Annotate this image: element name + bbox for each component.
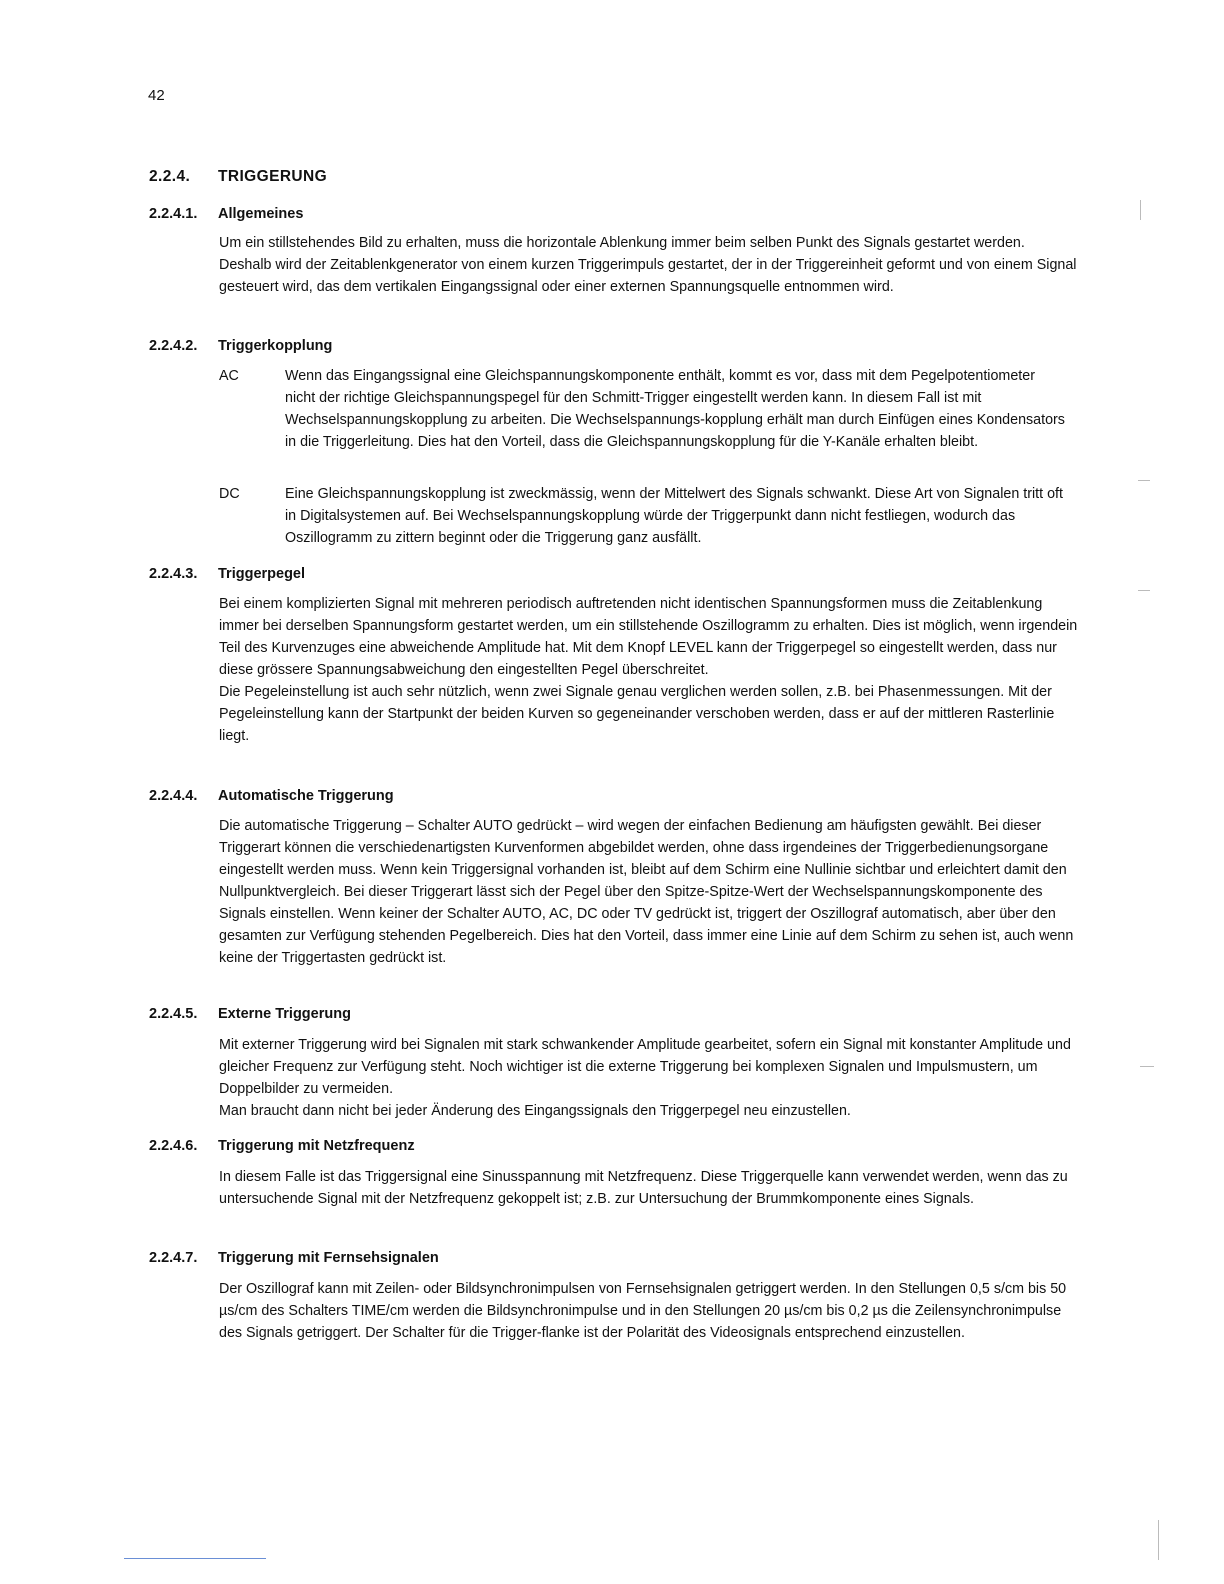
section-heading-externe-triggerung <box>149 1006 351 1022</box>
section-title: Triggerung mit Netzfrequenz <box>218 1138 415 1154</box>
paragraph: Man braucht dann nicht bei jeder Änderung des Eingangssignals den Triggerpegel neu einzustellen. <box>219 1103 851 1119</box>
definition-term: AC <box>219 368 239 384</box>
footer-rule <box>124 1558 266 1559</box>
section-body-fernsehsignale <box>219 1278 1079 1344</box>
section-number: 2.2.4.4. <box>149 788 198 804</box>
section-heading-triggerpegel <box>149 566 305 582</box>
scan-mark <box>1158 1520 1159 1560</box>
section-title: Allgemeines <box>218 206 304 222</box>
definition-text: Eine Gleichspannungskopplung ist zweckmässig, wenn der Mittelwert des Signals schwankt. Diese Art von Signalen tritt oft in Digitalsystemen auf. Bei Wechselspannungskopplung würde der Triggerpunkt dann nicht festliegen, wodurch das Oszillogramm zu zittern beginnt oder die Triggerung ganz ausfällt. <box>285 486 1063 546</box>
section-title: Triggerung mit Fernsehsignalen <box>218 1250 439 1266</box>
section-title: Triggerpegel <box>218 566 306 582</box>
section-number: 2.2.4.6. <box>149 1138 198 1154</box>
paragraph: Mit externer Triggerung wird bei Signalen mit stark schwankender Amplitude gearbeitet, sofern ein Signal mit konstanter Amplitude und gleicher Frequenz zur Verfügung steht. Noch wichtiger ist die externe Triggerung bei komplexen Signalen und Impulsmustern, um Doppelbilder zu vermeiden. <box>219 1037 1071 1097</box>
scan-mark <box>1138 480 1150 481</box>
section-body-automatische-triggerung <box>219 815 1079 969</box>
section-number: 2.2.4.2. <box>149 338 198 354</box>
scan-mark <box>1140 200 1141 220</box>
section-body-allgemeines <box>219 232 1079 298</box>
scan-mark <box>1140 1066 1154 1067</box>
section-number: 2.2.4. <box>149 168 191 185</box>
section-heading-allgemeines <box>149 206 303 222</box>
section-heading-triggerung <box>149 168 327 186</box>
section-body-netzfrequenz <box>219 1166 1079 1210</box>
section-title: Automatische Triggerung <box>218 788 394 804</box>
section-body-externe-triggerung <box>219 1034 1079 1122</box>
section-heading-fernsehsignale <box>149 1250 439 1266</box>
section-heading-triggerkopplung <box>149 338 332 354</box>
paragraph: Der Oszillograf kann mit Zeilen- oder Bildsynchronimpulsen von Fernsehsignalen getriggert werden. In den Stellungen 0,5 s/cm bis 50 µs/cm des Schalters TIME/cm werden die Bildsynchronimpulse und in den Stellungen 20 µs/cm bis 0,2 µs die Zeilensynchronimpulse des Signals getriggert. Der Schalter für die Trigger-flanke ist der Polarität des Videosignals entsprechend einzustellen. <box>219 1281 1067 1341</box>
definition-term: DC <box>219 486 240 502</box>
section-body-triggerpegel <box>219 593 1079 747</box>
paragraph: Die automatische Triggerung – Schalter AUTO gedrückt – wird wegen der einfachen Bedienung am häufigsten gewählt. Bei dieser Triggerart können die verschiedenartigsten Kurvenformen abgebildet werden, ohne dass irgendeines der Triggerbedienungsorgane eingestellt werden muss. Wenn kein Triggersignal vorhanden ist, bleibt auf dem Schirm eine Nullinie sichtbar und erleichtert damit den Nullpunktvergleich. Bei dieser Triggerart lässt sich der Pegel über den Spitze-Spitze-Wert der Wechselspannungskomponente des Signals einstellen. Wenn keiner der Schalter AUTO, AC, DC oder TV gedrückt ist, triggert der Oszillograf automatisch, aber über den gesamten zur Verfügung stehenden Pegelbereich. Dies hat den Vorteil, dass immer eine Linie auf dem Schirm zu sehen ist, auch wenn keine der Triggertasten gedrückt ist. <box>219 818 1074 966</box>
paragraph: In diesem Falle ist das Triggersignal eine Sinusspannung mit Netzfrequenz. Diese Triggerquelle kann verwendet werden, wenn das zu untersuchende Signal mit der Netzfrequenz gekoppelt ist; z.B. zur Untersuchung der Brummkomponente eines Signals. <box>219 1169 1068 1207</box>
section-number: 2.2.4.1. <box>149 206 198 222</box>
section-heading-netzfrequenz <box>149 1138 415 1154</box>
paragraph: Bei einem komplizierten Signal mit mehreren periodisch auftretenden nicht identischen Spannungsformen muss die Zeitablenkung immer bei derselben Spannungsform gestartet werden, um ein stillstehende Oszillogramm zu erhalten. Dies ist möglich, wenn irgendein Teil des Kurvenzuges eine abweichende Amplitude hat. Mit dem Knopf LEVEL kann der Triggerpegel so eingestellt werden, dass nur diese grössere Spannungsabweichung den eingestellten Pegel überschreitet. <box>219 596 1078 678</box>
scan-mark <box>1138 590 1150 591</box>
section-number: 2.2.4.5. <box>149 1006 198 1022</box>
section-title: Externe Triggerung <box>218 1006 351 1022</box>
section-title: TRIGGERUNG <box>218 168 328 185</box>
page-number: 42 <box>148 87 165 104</box>
paragraph: Die Pegeleinstellung ist auch sehr nützlich, wenn zwei Signale genau verglichen werden sollen, z.B. bei Phasenmessungen. Mit der Pegeleinstellung kann der Startpunkt der beiden Kurven so gegeneinander verschoben werden, dass er auf der mittleren Rasterlinie liegt. <box>219 684 1055 744</box>
section-number: 2.2.4.3. <box>149 566 198 582</box>
section-number: 2.2.4.7. <box>149 1250 198 1266</box>
definition-text: Wenn das Eingangssignal eine Gleichspannungskomponente enthält, kommt es vor, dass mit dem Pegelpotentiometer nicht der richtige Gleichspannungspegel für den Schmitt-Trigger eingestellt werden kann. In diesem Fall ist mit Wechselspannungskopplung zu arbeiten. Die Wechselspannungs-kopplung erhält man durch Einfügen eines Kondensators in die Triggerleitung. Dies hat den Vorteil, dass die Gleichspannungskopplung für die Y-Kanäle erhalten bleibt. <box>285 368 1065 450</box>
section-title: Triggerkopplung <box>218 338 333 354</box>
section-heading-automatische-triggerung <box>149 788 394 804</box>
paragraph: Um ein stillstehendes Bild zu erhalten, muss die horizontale Ablenkung immer beim selben Punkt des Signals gestartet werden. Deshalb wird der Zeitablenkgenerator von einem kurzen Triggerimpuls gestartet, der in der Triggereinheit geformt und von einem Signal gesteuert wird, das dem vertikalen Eingangssignal oder einer externen Spannungsquelle entnommen wird. <box>219 235 1077 295</box>
